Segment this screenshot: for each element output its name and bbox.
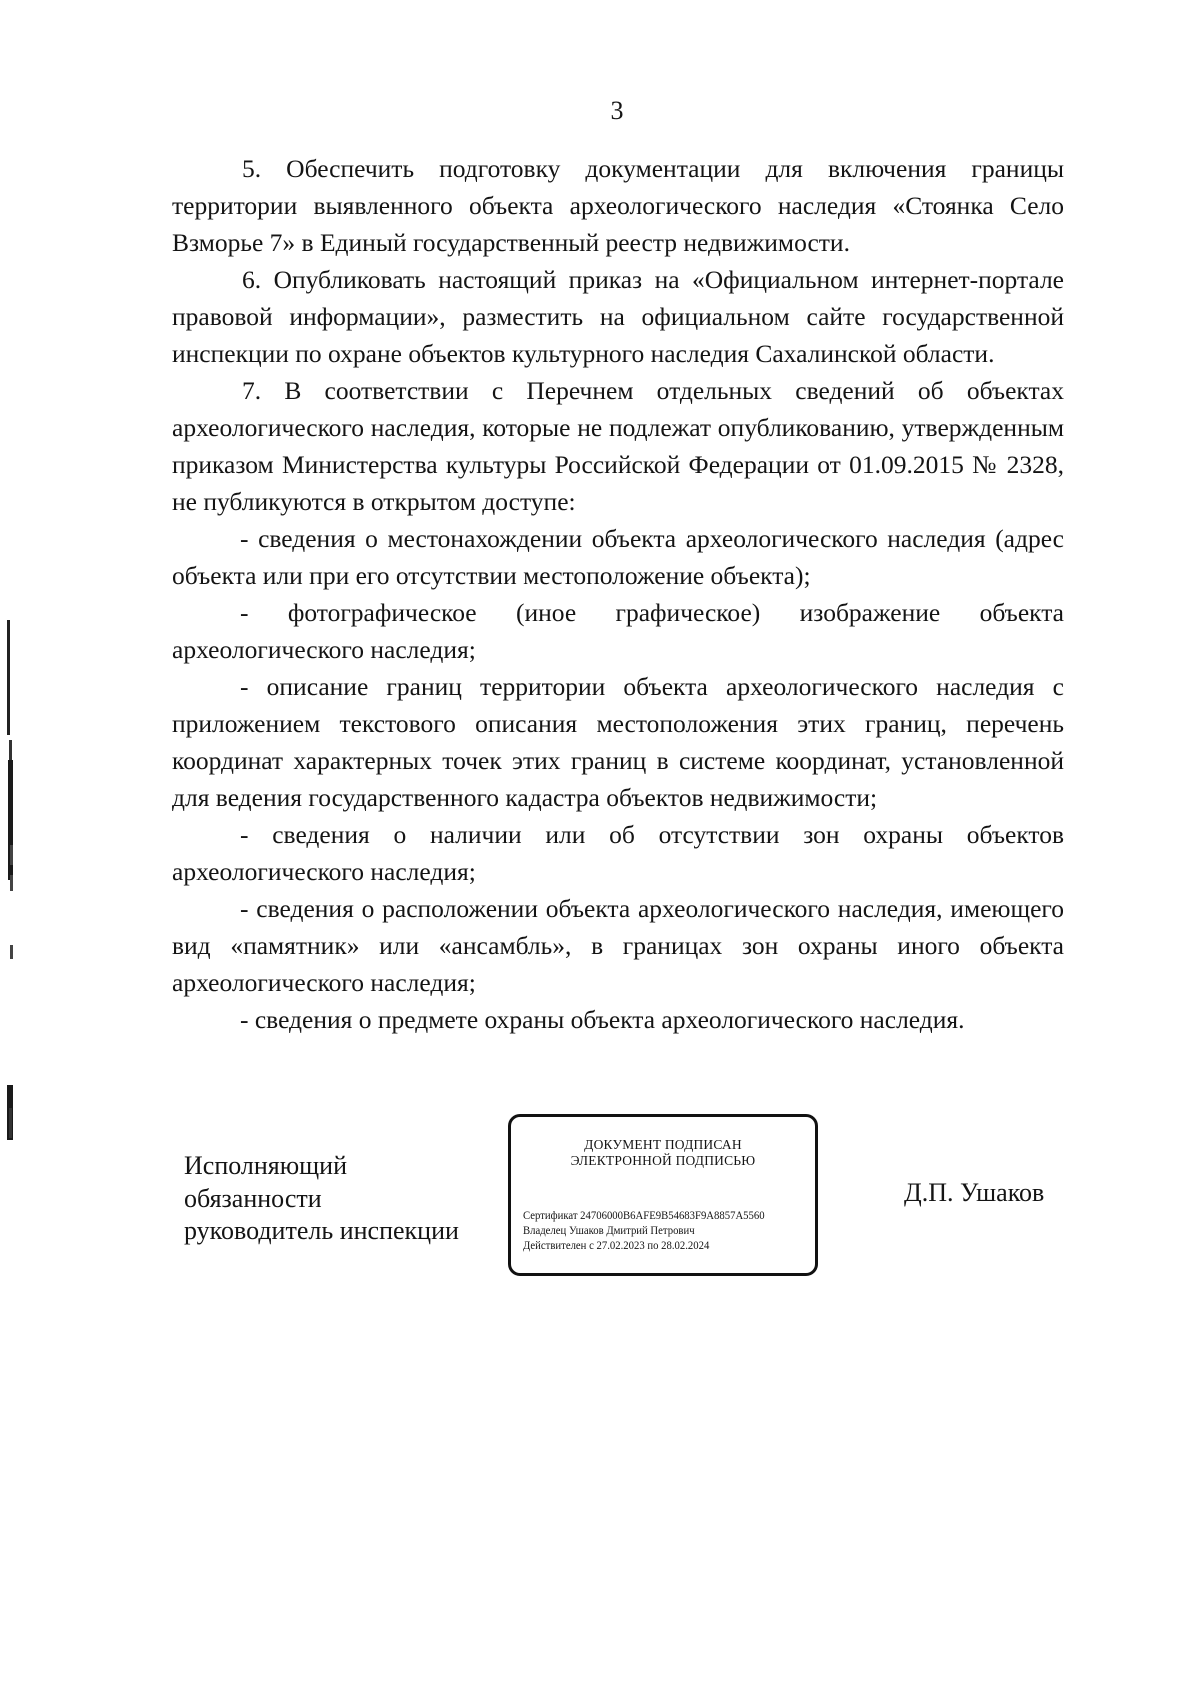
bullet-location: - сведения о местонахождении объекта археологического наследия (адрес объекта или при его отсутствии местоположение объекта); [172, 524, 1064, 590]
document-body [172, 150, 1064, 1038]
signer-position-line-1: Исполняющий [184, 1151, 348, 1180]
bullet-boundaries: - описание границ территории объекта археологического наследия с приложением текстового описания местоположения этих границ, перечень координат характерных точек этих границ в системе координат, установленной для ведения государственного кадастра объектов недвижимости; [172, 672, 1064, 812]
signer-position-line-3: руководитель инспекции [184, 1216, 459, 1245]
stamp-validity: Действителен с 27.02.2023 по 28.02.2024 [523, 1240, 710, 1252]
stamp-title [511, 1137, 815, 1169]
paragraph-5: 5. Обеспечить подготовку документации для включения границы территории выявленного объекта археологического наследия «Стоянка Село Взморье 7» в Единый государственный реестр недвижимости. [172, 154, 1064, 257]
signer-name: Д.П. Ушаков [904, 1178, 1045, 1207]
electronic-signature-stamp [508, 1114, 818, 1276]
stamp-certificate: Сертификат 24706000B6AFE9B54683F9A8857A5560 [523, 1210, 765, 1222]
bullet-protection-zones: - сведения о наличии или об отсутствии зон охраны объектов археологического наследия; [172, 820, 1064, 886]
signer-position [184, 1150, 459, 1248]
scan-edge-marks [0, 0, 30, 1690]
page-number: 3 [610, 96, 624, 125]
paragraph-6: 6. Опубликовать настоящий приказ на «Официальном интернет-портале правовой информации», разместить на официальном сайте государственной инспекции по охране объектов культурного наследия Сахалинской области. [172, 265, 1064, 368]
stamp-title-line-1: ДОКУМЕНТ ПОДПИСАН [584, 1137, 742, 1152]
stamp-owner: Владелец Ушаков Дмитрий Петрович [523, 1225, 695, 1237]
stamp-details [523, 1209, 797, 1254]
bullet-location-in-zones: - сведения о расположении объекта археологического наследия, имеющего вид «памятник» или «ансамбль», в границах зон охраны иного объекта археологического наследия; [172, 894, 1064, 997]
stamp-title-line-2: ЭЛЕКТРОННОЙ ПОДПИСЬЮ [570, 1153, 756, 1168]
bullet-image: - фотографическое (иное графическое) изображение объекта археологического наследия; [172, 598, 1064, 664]
signer-position-line-2: обязанности [184, 1183, 322, 1213]
paragraph-7: 7. В соответствии с Перечнем отдельных сведений об объектах археологического наследия, которые не подлежат опубликованию, утвержденным приказом Министерства культуры Российской Федерации от 01.09.2015 № 2328, не публикуются в открытом доступе: [172, 376, 1064, 516]
bullet-protection-subject: - сведения о предмете охраны объекта археологического наследия. [240, 1005, 965, 1034]
